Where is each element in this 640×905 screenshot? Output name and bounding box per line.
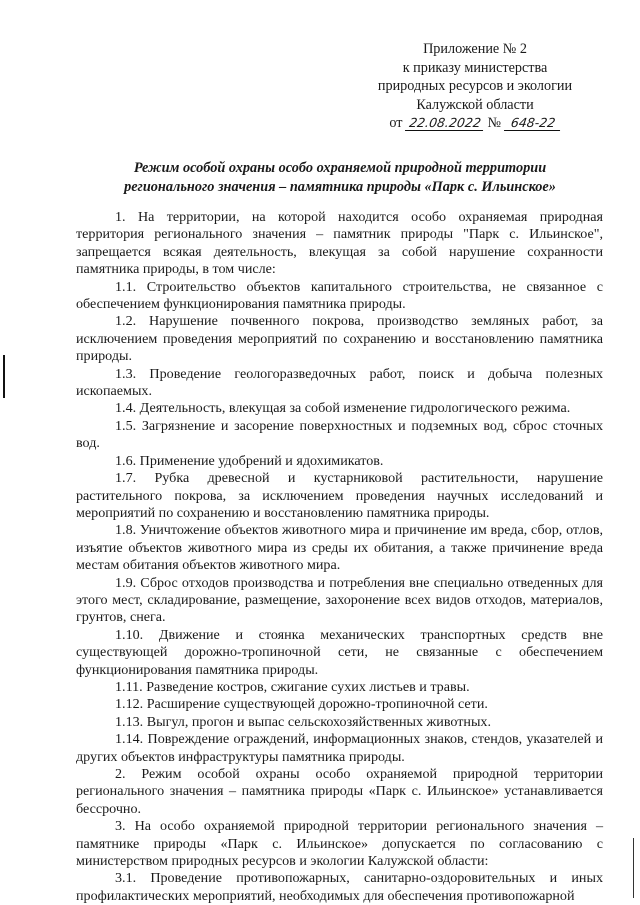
document-body [76,209,603,905]
appendix-line: к приказу министерства [402,59,548,76]
paragraph: 2. Режим особой охраны особо охраняемой природной территории регионального значения – памятника природы «Парк с. Ильинское» устанавливается бессрочно. [76,766,603,817]
appendix-line: Приложение № 2 [423,41,527,57]
paragraph: 1. На территории, на которой находится особо охраняемая природная территория регионального значения – памятник природы "Парк с. Ильинское", запрещается всякая деятельность, влекущая за собой нарушение сохранности памятника природы, в том числе: [76,209,603,278]
paragraph: 1.7. Рубка древесной и кустарниковой растительности, нарушение растительного покрова, за исключением проведения научных исследований и мероприятий по сохранению и восстановлению памятника природы. [76,470,603,521]
date-prefix: от [389,115,403,132]
handwritten-date: 22.08.2022 [405,116,485,131]
scan-edge-mark [633,838,634,898]
paragraph: 1.11. Разведение костров, сжигание сухих листьев и травы. [115,678,470,695]
paragraph: 1.4. Деятельность, влекущая за собой изменение гидрологического режима. [115,400,571,417]
appendix-line: природных ресурсов и экологии [377,78,573,95]
paragraph: 1.5. Загрязнение и засорение поверхностных и подземных вод, сброс сточных вод. [76,417,603,452]
appendix-header [360,40,590,133]
paragraph: 1.2. Нарушение почвенного покрова, производство земляных работ, за исключением проведения мероприятий по сохранению и восстановлению памятника природы. [76,313,603,365]
paragraph: 1.9. Сброс отходов производства и потребления вне специально отведенных для этого мест, складирование, размещение, захоронение всех видов отходов, материалов, грунтов, снега. [76,574,603,626]
document-title [75,159,605,197]
paragraph: 1.14. Повреждение ограждений, информационных знаков, стендов, указателей и других объектов инфраструктуры памятника природы. [76,731,603,765]
number-prefix: № [487,115,502,132]
paragraph: 1.10. Движение и стоянка механических транспортных средств вне существующей дорожно-тропиночной сети, не связанные с обеспечением функционирования памятника природы. [76,626,603,678]
scan-margin-mark [3,355,5,398]
handwritten-number: 648-22 [504,116,562,131]
paragraph: 1.3. Проведение геологоразведочных работ, поиск и добыча полезных ископаемых. [76,365,603,400]
paragraph: 3. На особо охраняемой природной территории регионального значения – памятнике природы «Парк с. Ильинское» допускается по согласованию с министерством природных ресурсов и экологии Калужской области: [76,818,603,870]
order-date-number [360,114,590,133]
paragraph: 3.1. Проведение противопожарных, санитарно-оздоровительных и иных профилактических мероприятий, необходимых для обеспечения противопожарной [76,870,603,904]
paragraph: 1.8. Уничтожение объектов животного мира и причинение им вреда, сбор, отлов, изъятие объектов животного мира из среды их обитания, а также причинение вреда местам обитания объектов животного мира. [76,522,603,574]
paragraph: 1.6. Применение удобрений и ядохимикатов. [115,452,384,469]
title-line: Режим особой охраны особо охраняемой природной территории [133,160,547,176]
title-line: регионального значения – памятника природы «Парк с. Ильинское» [124,179,556,195]
paragraph: 1.1. Строительство объектов капитального строительства, не связанное с обеспечением функционирования памятника природы. [76,278,603,313]
appendix-line: Калужской области [416,96,534,113]
paragraph: 1.12. Расширение существующей дорожно-тропиночной сети. [115,696,488,713]
paragraph: 1.13. Выгул, прогон и выпас сельскохозяйственных животных. [115,713,491,730]
